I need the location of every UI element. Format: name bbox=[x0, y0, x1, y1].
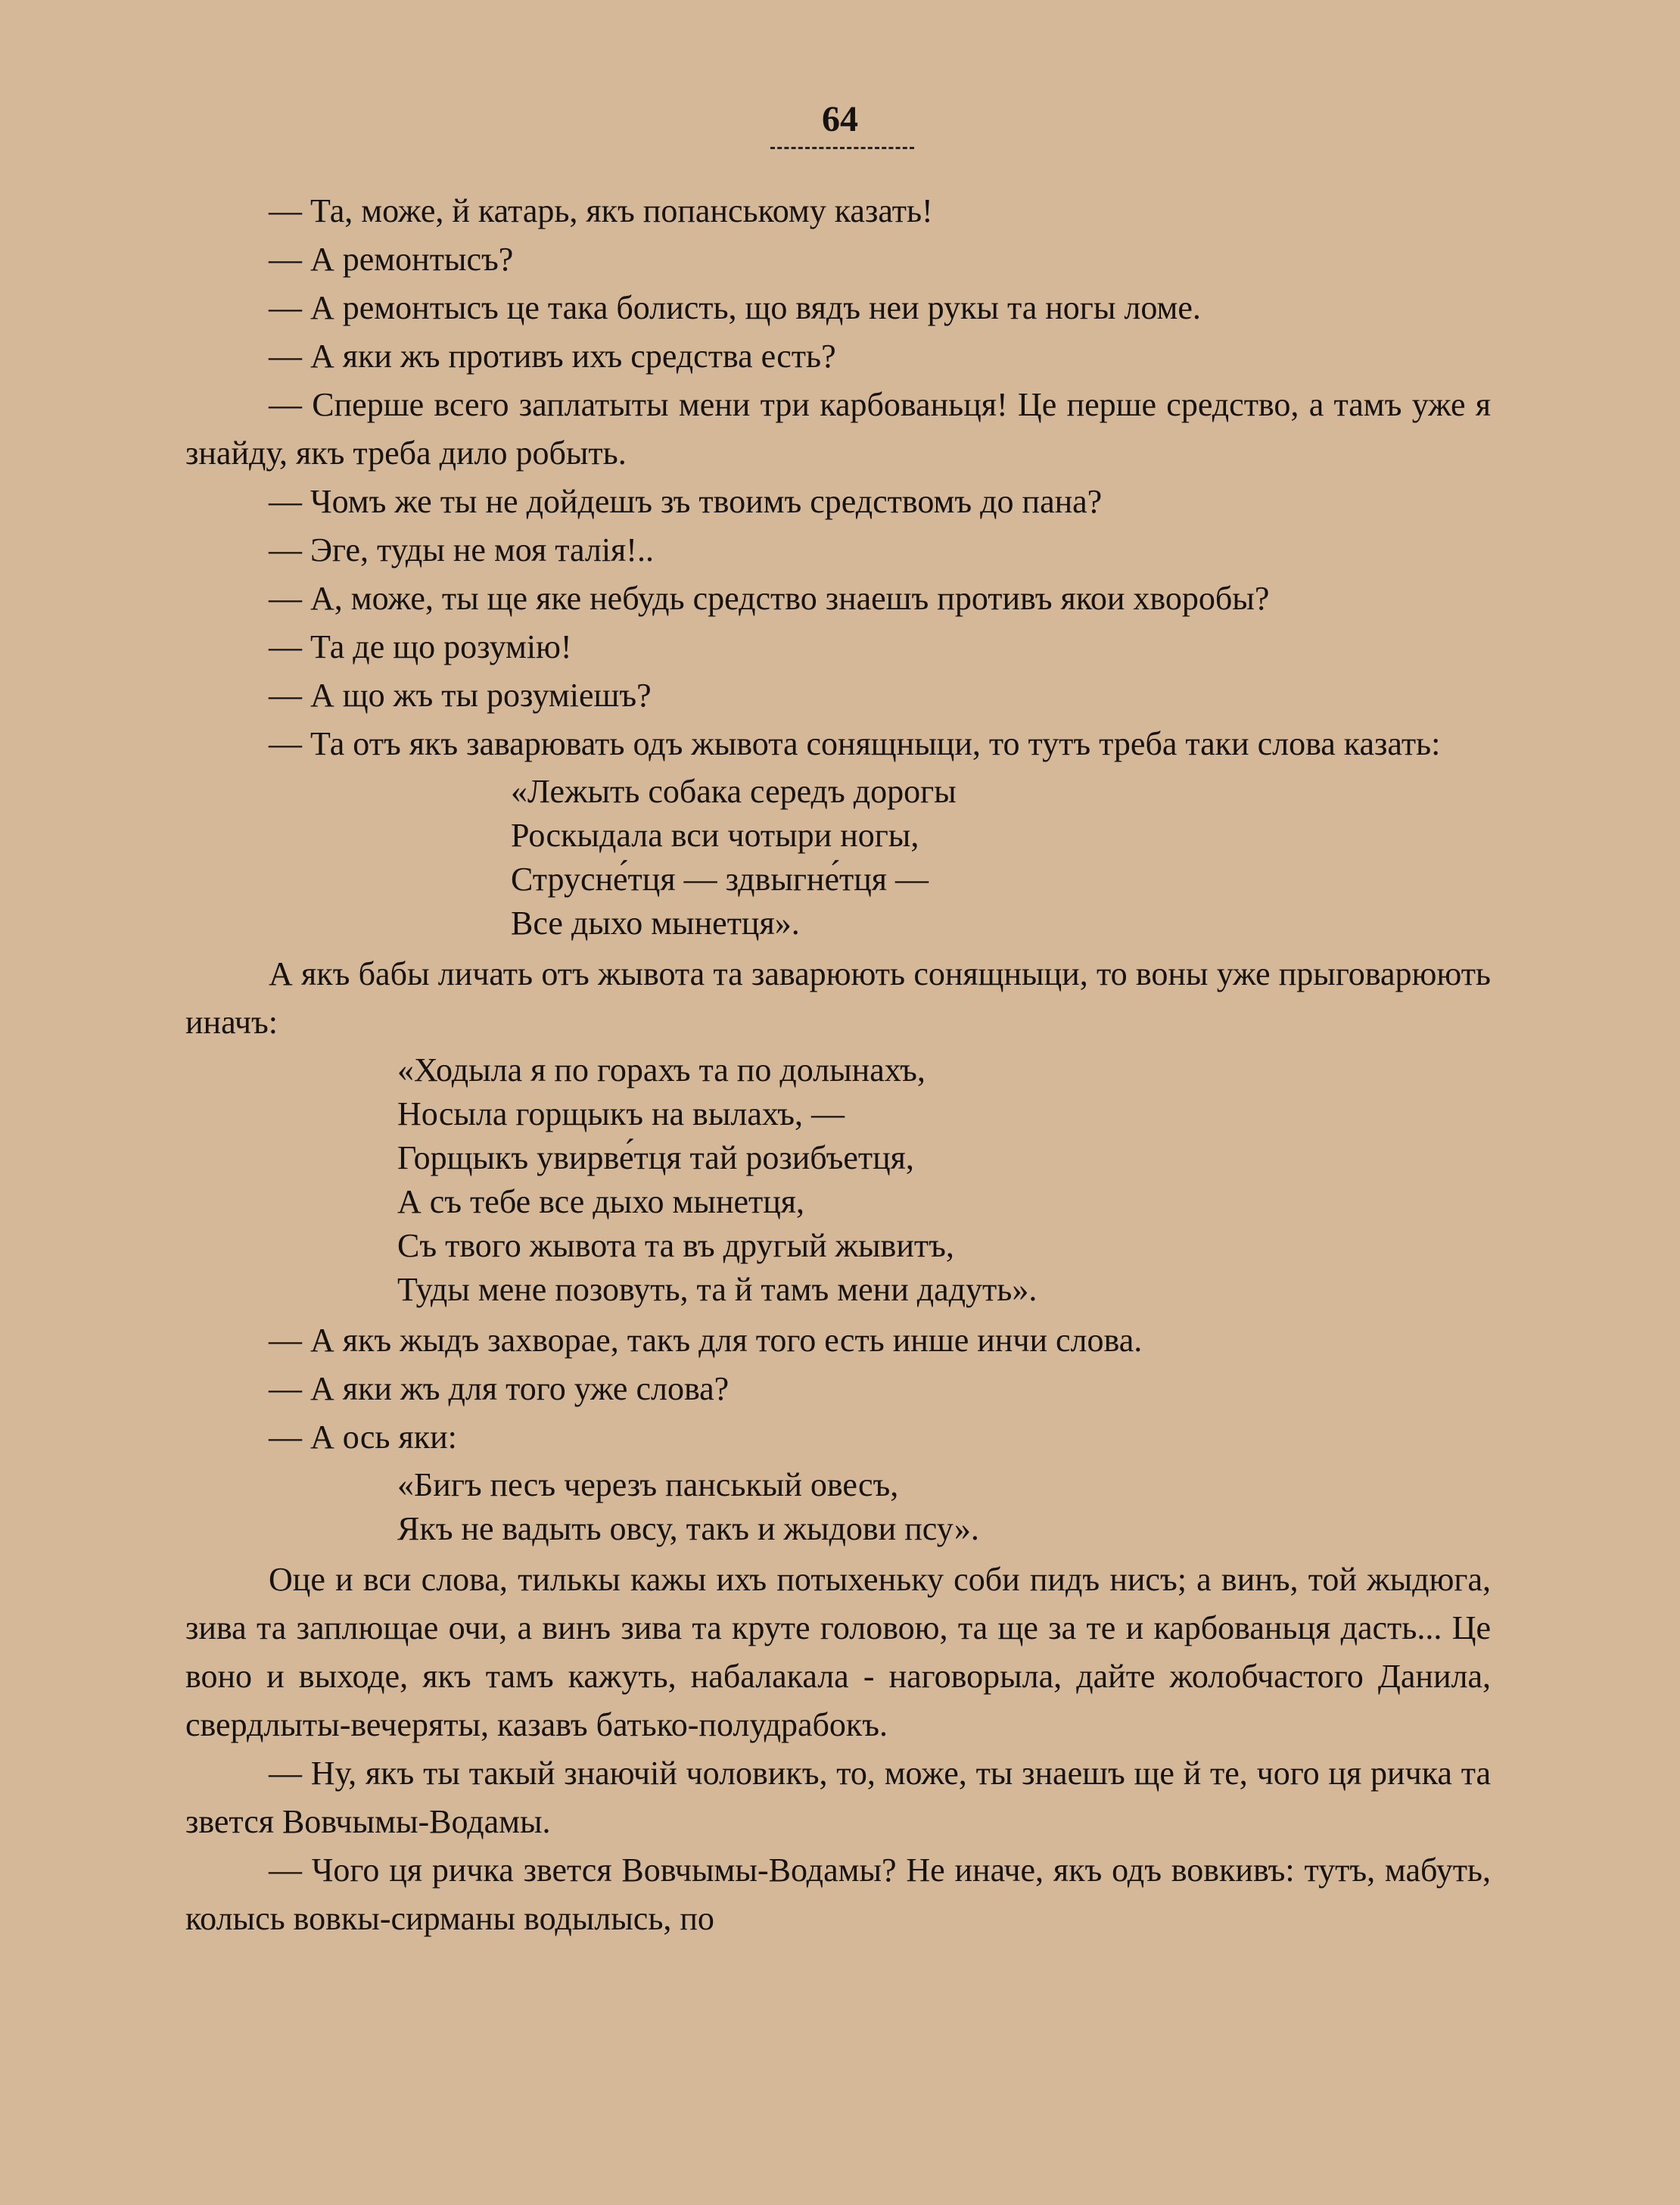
verse-line: Съ твого жывота та въ другый жывитъ, bbox=[397, 1227, 954, 1264]
narration-paragraph: Оце и вси слова, тилькы кажы ихъ потыхеньку соби пидъ нисъ; а винъ, той жыдюга, зива та заплющае очи, а винъ зива та круте головою, та ще за те и карбованьця дасть... Це воно и выходе, якъ тамъ кажуть, набалакала - наговорыла, дайте жолобчастого Данила, свердлыты-вечеряты, казавъ батько-полудрабокъ. bbox=[185, 1561, 1491, 1743]
dialogue-line: — Та отъ якъ заварювать одъ жывота сонящныци, то тутъ треба таки слова казать: bbox=[269, 725, 1441, 762]
verse-line: «Ходыла я по горахъ та по долынахъ, bbox=[397, 1051, 926, 1088]
dialogue-line: — Чомъ же ты не дойдешъ зъ твоимъ средствомъ до пана? bbox=[269, 483, 1103, 520]
dialogue-line: — Эге, туды не моя талія!.. bbox=[269, 531, 654, 568]
verse-line: Все дыхо мынетця». bbox=[511, 905, 800, 942]
page-number: 64 bbox=[822, 99, 858, 139]
verse-line: Носыла горщыкъ на вылахъ, — bbox=[397, 1095, 845, 1132]
dialogue-line: — Ну, якъ ты такый знаючій чоловикъ, то, може, ты знаешъ ще й те, чого ця ричка та звется Вовчымы-Водамы. bbox=[185, 1755, 1491, 1840]
dialogue-line: — Чого ця ричка звется Вовчымы-Водамы? Не иначе, якъ одъ вовкивъ: тутъ, мабуть, колысь вовкы-сирманы водылысь, по bbox=[185, 1852, 1491, 1937]
dialogue-line: — Та, може, й катарь, якъ попанському казать! bbox=[269, 192, 933, 229]
dialogue-line: — А якъ жыдъ захворае, такъ для того есть инше инчи слова. bbox=[269, 1322, 1143, 1359]
dialogue-line: — А яки жъ для того уже слова? bbox=[269, 1370, 730, 1407]
charm-verse bbox=[185, 1462, 1491, 1556]
dialogue-line: — А що жъ ты розумiешъ? bbox=[269, 677, 652, 714]
verse-line: Горщыкъ увирве́тця тай розибъетця, bbox=[397, 1139, 914, 1176]
dialogue-line: — Та де що розумію! bbox=[269, 628, 572, 665]
dialogue-line: — А ось яки: bbox=[269, 1419, 457, 1456]
verse-line: А съ тебе все дыхо мынетця, bbox=[397, 1183, 805, 1220]
charm-verse bbox=[185, 1047, 1491, 1316]
verse-line: Роскыдала вси чотыри ногы, bbox=[511, 817, 919, 854]
verse-line: «Лежыть собака середъ дорогы bbox=[511, 773, 957, 810]
dialogue-line: — А ремонтысъ це така болисть, що вядъ неи рукы та ногы ломе. bbox=[269, 289, 1201, 326]
dialogue-line: — Сперше всего заплатыты мени три карбованьця! Це перше средство, а тамъ уже я знайду, якъ треба дило робыть. bbox=[185, 386, 1491, 472]
page-body bbox=[185, 187, 1491, 1943]
dialogue-line: — А ремонтысъ? bbox=[269, 241, 514, 278]
verse-line: «Бигъ песъ черезъ панськый овесъ, bbox=[397, 1466, 899, 1503]
dialogue-line: — А, може, ты ще яке небудь средство знаешъ противъ якои хворобы? bbox=[269, 580, 1270, 617]
page-number-rule bbox=[770, 147, 914, 149]
verse-line: Струсне́тця — здвыгне́тця — bbox=[511, 861, 929, 898]
verse-line: Туды мене позовуть, та й тамъ мени дадуть». bbox=[397, 1271, 1038, 1308]
narration-paragraph: А якъ бабы личать отъ жывота та заварюють сонящныци, то воны уже прыговарюють иначъ: bbox=[185, 955, 1491, 1041]
verse-line: Якъ не вадыть овсу, такъ и жыдови псу». bbox=[397, 1510, 979, 1547]
charm-verse bbox=[185, 768, 1491, 950]
dialogue-line: — А яки жъ противъ ихъ средства есть? bbox=[269, 338, 836, 375]
